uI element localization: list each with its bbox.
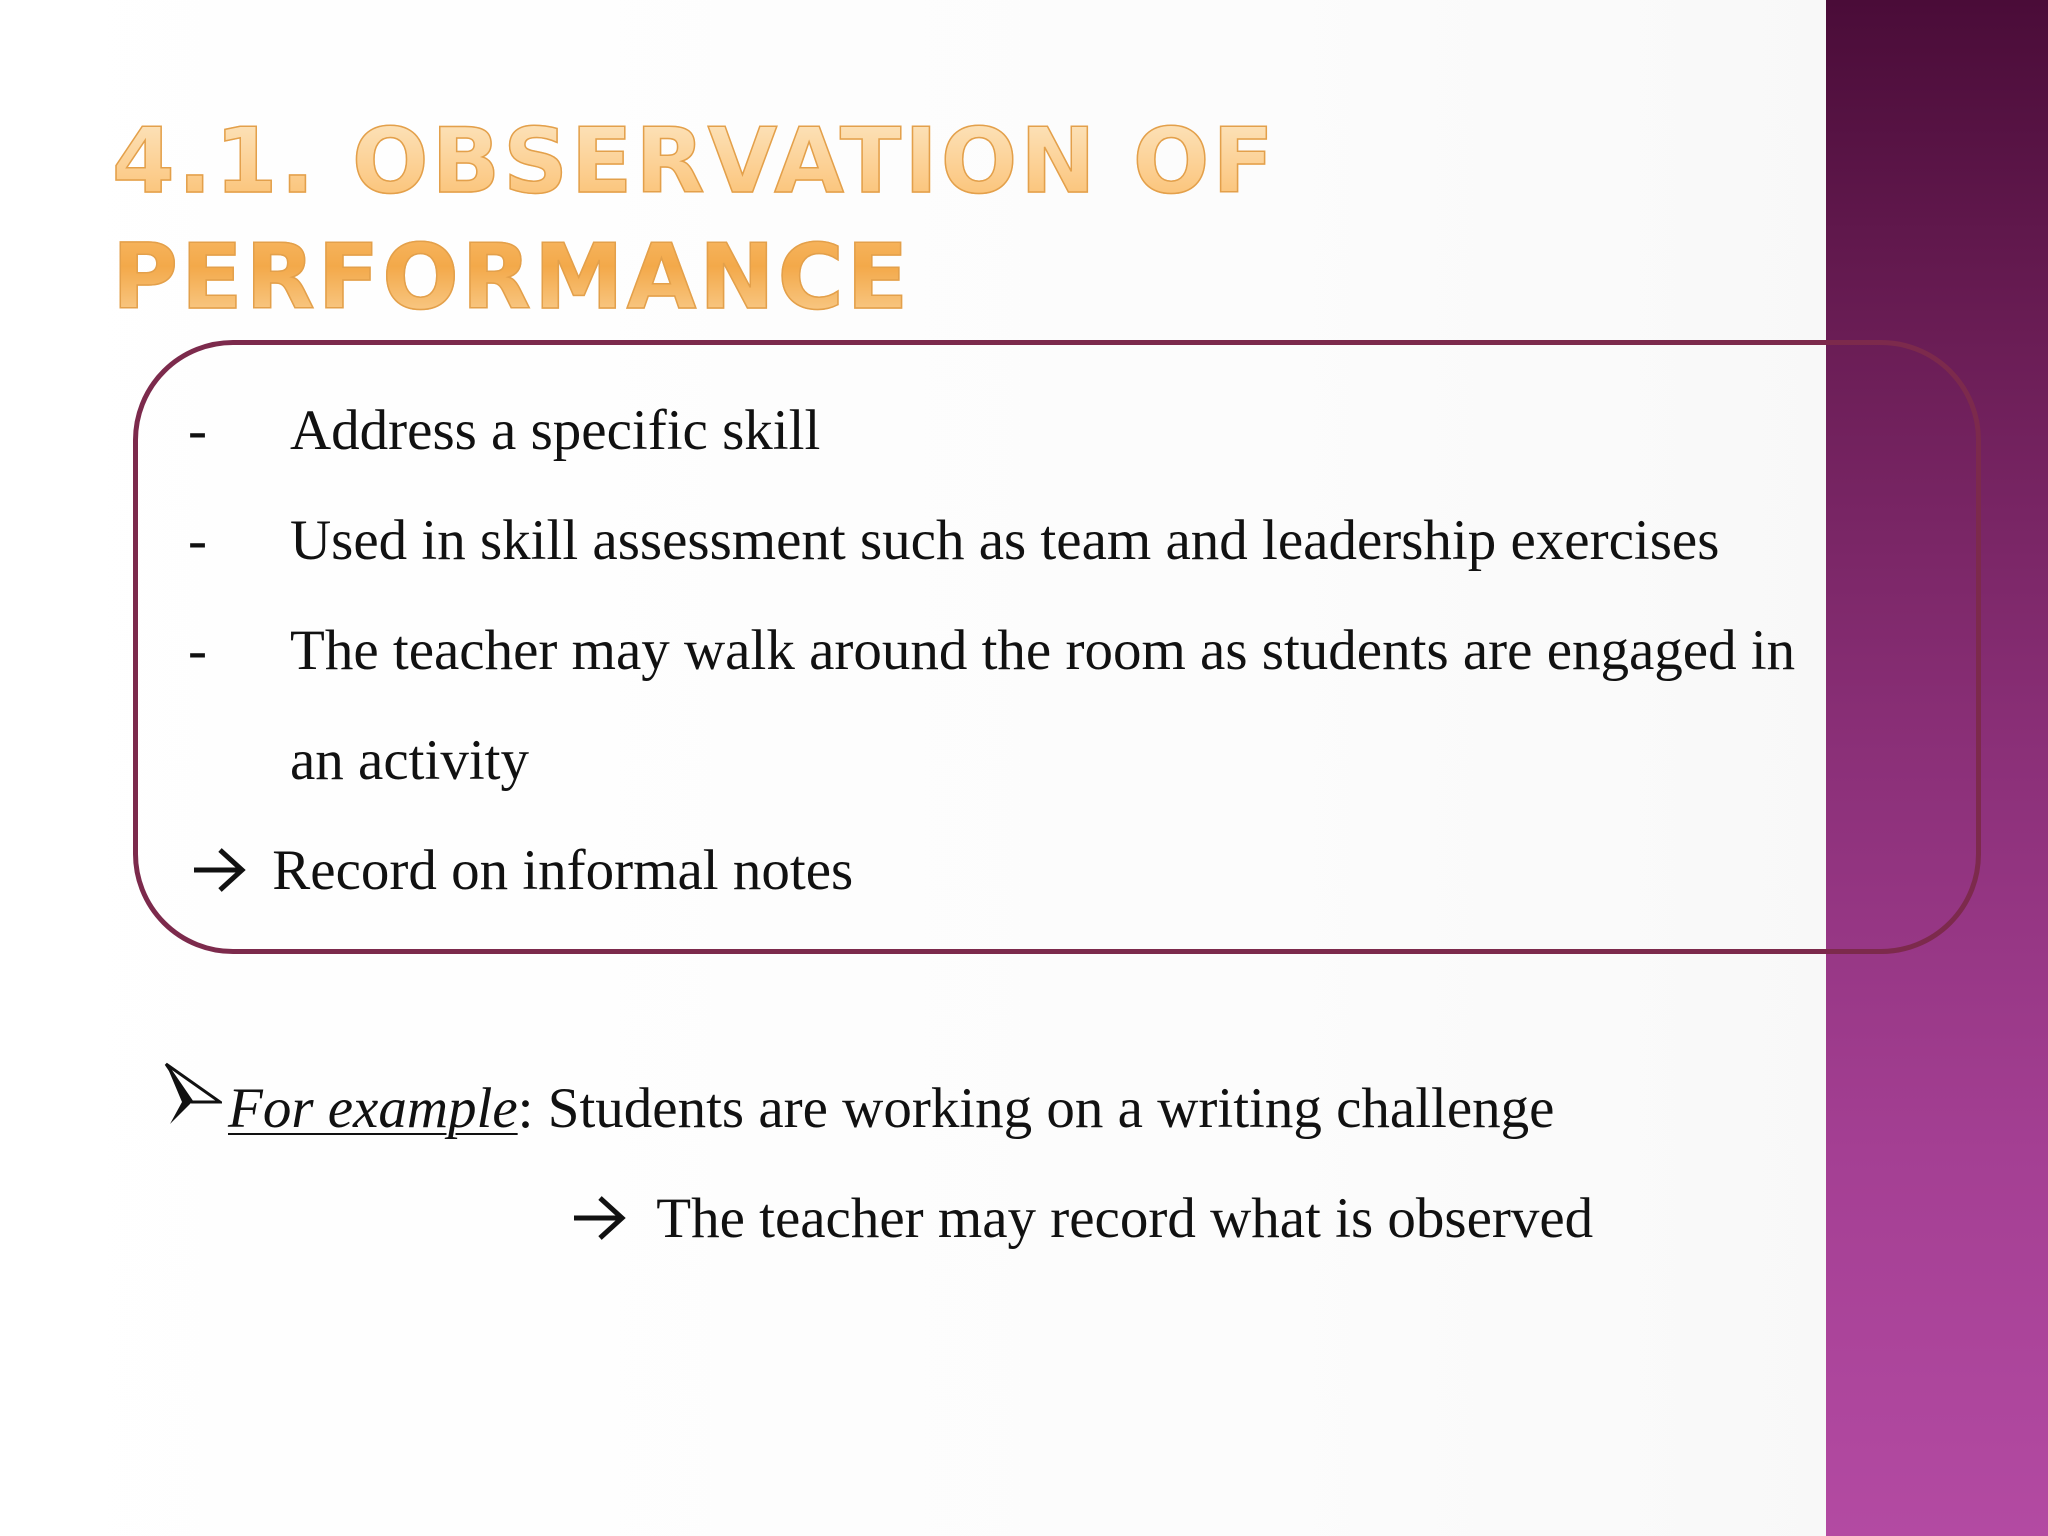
bullet-marker: - bbox=[188, 509, 207, 572]
pointer-arrow-icon bbox=[162, 1062, 222, 1126]
arrow-line-text: Record on informal notes bbox=[272, 839, 854, 902]
bullet-marker: - bbox=[188, 619, 207, 682]
right-arrow-icon bbox=[570, 1193, 628, 1243]
example-text: : Students are working on a writing challenge bbox=[517, 1077, 1555, 1140]
example-result-text: The teacher may record what is observed bbox=[656, 1187, 1594, 1250]
example-line bbox=[228, 1076, 1554, 1142]
bullet-continuation: an activity bbox=[290, 729, 529, 792]
bullet-item: The teacher may walk around the room as students are engaged in bbox=[290, 619, 1796, 682]
arrow-line bbox=[190, 838, 853, 904]
slide-title: 4.1. OBSERVATION OF PERFORMANCE bbox=[112, 104, 1412, 336]
bullet-item: Used in skill assessment such as team and leadership exercises bbox=[290, 509, 1720, 572]
bullet-marker: - bbox=[188, 399, 207, 462]
bullet-item: Address a specific skill bbox=[290, 399, 821, 462]
example-label: For example bbox=[228, 1077, 518, 1140]
right-arrow-icon bbox=[190, 845, 248, 895]
example-result-line bbox=[570, 1186, 1593, 1252]
